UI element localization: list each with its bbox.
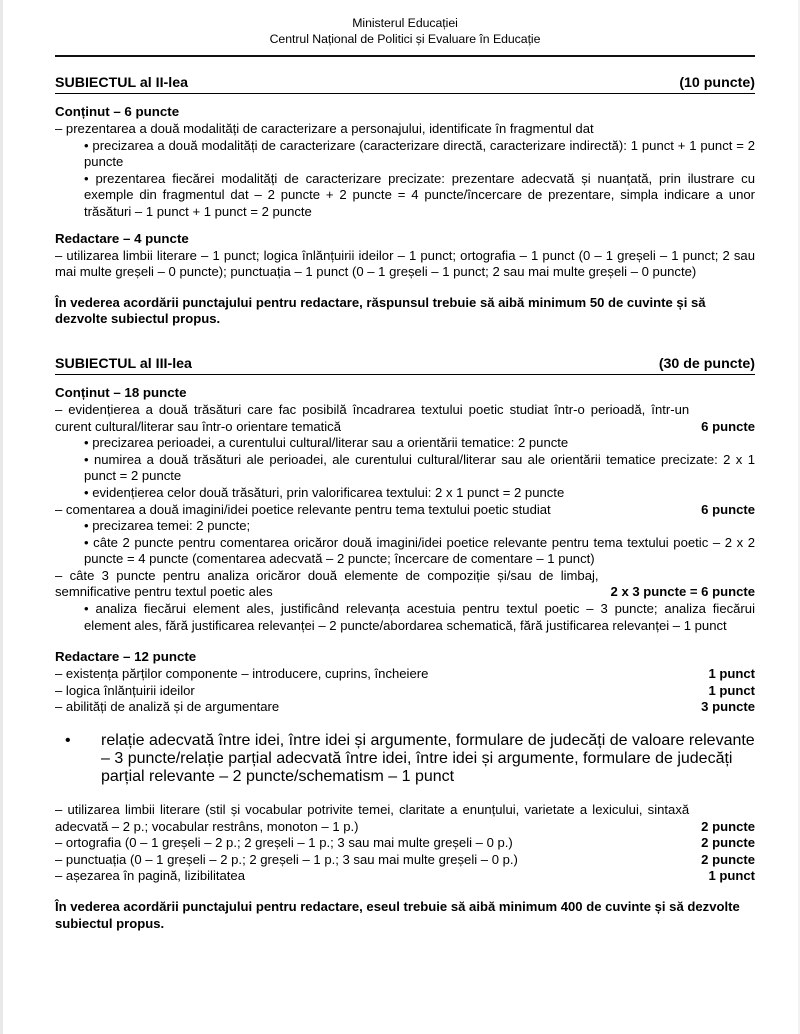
- subject-3-item-2-bullet-2: • câte 2 puncte pentru comentarea oricăror două imagini/idei poetice relevante pentru tema textului poetic – 2 x 2 puncte = 4 puncte (comentarea adecvată – 2 puncte; încercare de comentare – 1 punct): [84, 534, 755, 567]
- document-body: [55, 16, 755, 945]
- subject-3-redactare-row-points: 1 punct: [708, 666, 755, 682]
- subject-3-redactare-row-points: 3 puncte: [701, 699, 755, 715]
- subject-3-item-3-text: – câte 3 puncte pentru analiza oricăror două elemente de compoziție și/sau de limbaj, semnificative pentru textul poetic ales: [55, 567, 599, 600]
- header-divider: [55, 55, 755, 57]
- subject-3-redactare-row: [55, 683, 755, 700]
- bullet-icon: •: [65, 732, 71, 750]
- subject-3-item-1-points: 6 puncte: [701, 418, 755, 434]
- section-heading-subject-3: [55, 355, 755, 375]
- subject-2-continut-bullet-2: • prezentarea fiecărei modalități de caracterizare precizate: prezentare adecvată și nuanțată, prin ilustrare cu exemple din fragmentul dat – 2 puncte + 2 puncte = 4 puncte/încercare de prezentare, simpla indicare a unor trăsături – 1 punct + 1 punct = 2 puncte: [84, 170, 755, 219]
- subject-3-item-1-bullet-1: • precizarea perioadei, a curentului cultural/literar sau a orientării tematice: 2 puncte: [84, 435, 569, 451]
- subject-3-redactare-row-points: 2 puncte: [701, 835, 755, 851]
- subject-3-redactare-row-points: 2 puncte: [701, 818, 755, 834]
- section-heading-subject-2: [55, 74, 755, 94]
- subject-3-redactare-row-points: 1 punct: [708, 682, 755, 698]
- subject-3-item-1: [55, 402, 755, 435]
- subject-3-redactare-row-text: – abilități de analiză și de argumentare: [55, 699, 280, 715]
- subject-3-redactare-row-text: – punctuația (0 – 1 greșeli – 2 p.; 2 greșeli – 1 p.; 3 sau mai multe greșeli – 0 p.): [55, 851, 518, 867]
- subject-3-redactare-row: [55, 699, 755, 716]
- subject-3-redactare-row-text: – existența părților componente – introducere, cuprins, încheiere: [55, 666, 429, 682]
- subject-3-redactare-row-points: 2 puncte: [701, 851, 755, 867]
- subject-3-redactare-row-text: – ortografia (0 – 1 greșeli – 2 p.; 2 greșeli – 1 p.; 3 sau mai multe greșeli – 0 p.): [55, 835, 513, 851]
- subject-3-redactare-row: [55, 868, 755, 885]
- subject-2-continut-bullet-1: • precizarea a două modalități de caracterizare (caracterizare directă, caracterizare indirectă): 1 punct + 1 punct = 2 puncte: [84, 137, 755, 170]
- subject-3-item-2-text: – comentarea a două imagini/idei poetice relevante pentru tema textului poetic studiat: [55, 501, 551, 517]
- subject-2-note: În vederea acordării punctajului pentru redactare, răspunsul trebuie să aibă minimum 50 de cuvinte și să dezvolte subiectul propus.: [55, 294, 706, 327]
- subject-3-redactare-row: [55, 802, 755, 835]
- subject-2-redactare-dash-1: – utilizarea limbii literare – 1 punct; logica înlănțuirii ideilor – 1 punct; ortografia – 1 punct (0 – 1 greșeli – 1 punct; 2 sau mai multe greșeli – 0 puncte); punctuația – 1 punct (0 – 1 greșeli – 1 punct; 2 sau mai multe greșeli – 0 puncte): [55, 247, 755, 280]
- subject-3-note: În vederea acordării punctajului pentru redactare, eseul trebuie să aibă minimum 400 de cuvinte și să dezvolte subiectul propus.: [55, 899, 740, 931]
- subject-3-redactare-row: [55, 852, 755, 869]
- subject-3-title: SUBIECTUL al III-lea: [55, 355, 192, 372]
- subject-3-continut-heading: Conținut – 18 puncte: [55, 384, 187, 400]
- subject-3-item-2: [55, 502, 755, 519]
- header-ministry-line: Ministerul Educației: [352, 16, 458, 30]
- subject-3-redactare-bullet-text: relație adecvată între idei, între idei și argumente, formulare de judecăți de valoare relevante – 3 puncte/relație parțial adecvată între idei, între idei și argumente, formulare de judecăți parțial relevante – 2 puncte/schematism – 1 punct: [101, 732, 755, 786]
- subject-2-continut-dash-1: – prezentarea a două modalități de caracterizare a personajului, identificate în fragmentul dat: [55, 121, 594, 136]
- subject-3-redactare-row-text: – logica înlănțuirii ideilor: [55, 682, 195, 698]
- subject-2-points: (10 puncte): [679, 75, 755, 91]
- subject-3-points: (30 de puncte): [658, 355, 755, 372]
- subject-2-continut-heading: Conținut – 6 puncte: [55, 104, 180, 119]
- subject-3-item-1-bullet-2: • numirea a două trăsături ale perioadei, ale curentului cultural/literar sau ale orientării tematice precizate: 2 x 1 punct = 2 puncte: [84, 451, 755, 484]
- subject-3-redactare-row-points: 1 punct: [708, 868, 755, 884]
- subject-3-redactare-row: [55, 835, 755, 852]
- subject-3-item-2-bullet-1: • precizarea temei: 2 puncte;: [84, 518, 251, 534]
- subject-2-redactare-heading: Redactare – 4 puncte: [55, 230, 189, 246]
- subject-3-item-2-points: 6 puncte: [701, 501, 755, 517]
- subject-3-item-3-bullet-1: • analiza fiecărui element ales, justificând relevanța acestuia pentru textul poetic – 3 puncte; analiza fiecărui element ales, fără justificarea relevanței – 2 puncte/abordarea schematică, fără justificarea relevanței – 1 punct: [84, 601, 755, 633]
- subject-3-redactare-row: [55, 666, 755, 683]
- subject-2-title: SUBIECTUL al II-lea: [55, 75, 188, 91]
- header-center-line: Centrul Național de Politici și Evaluare în Educație: [269, 31, 541, 46]
- subject-3-item-3-points: 2 x 3 puncte = 6 puncte: [610, 584, 755, 600]
- document-header: [55, 16, 755, 47]
- subject-3-redactare-bullet: [55, 732, 755, 786]
- subject-3-item-1-bullet-3: • evidențierea celor două trăsături, prin valorificarea textului: 2 x 1 punct = 2 puncte: [84, 484, 565, 500]
- subject-3-redactare-heading: Redactare – 12 puncte: [55, 649, 197, 665]
- subject-3-item-1-text: – evidențierea a două trăsături care fac posibilă încadrarea textului poetic studiat într-o perioadă, într-un curent cultural/literar sau într-o orientare tematică: [55, 401, 690, 434]
- subject-3-redactare-row-text: – utilizarea limbii literare (stil și vocabular potrivite temei, claritate a enunțului, varietate a lexicului, sintaxă adecvată – 2 p.; vocabular restrâns, monoton – 1 p.): [55, 802, 690, 834]
- subject-3-item-3: [55, 568, 755, 601]
- subject-3-redactare-row-text: – așezarea în pagină, lizibilitatea: [55, 868, 245, 884]
